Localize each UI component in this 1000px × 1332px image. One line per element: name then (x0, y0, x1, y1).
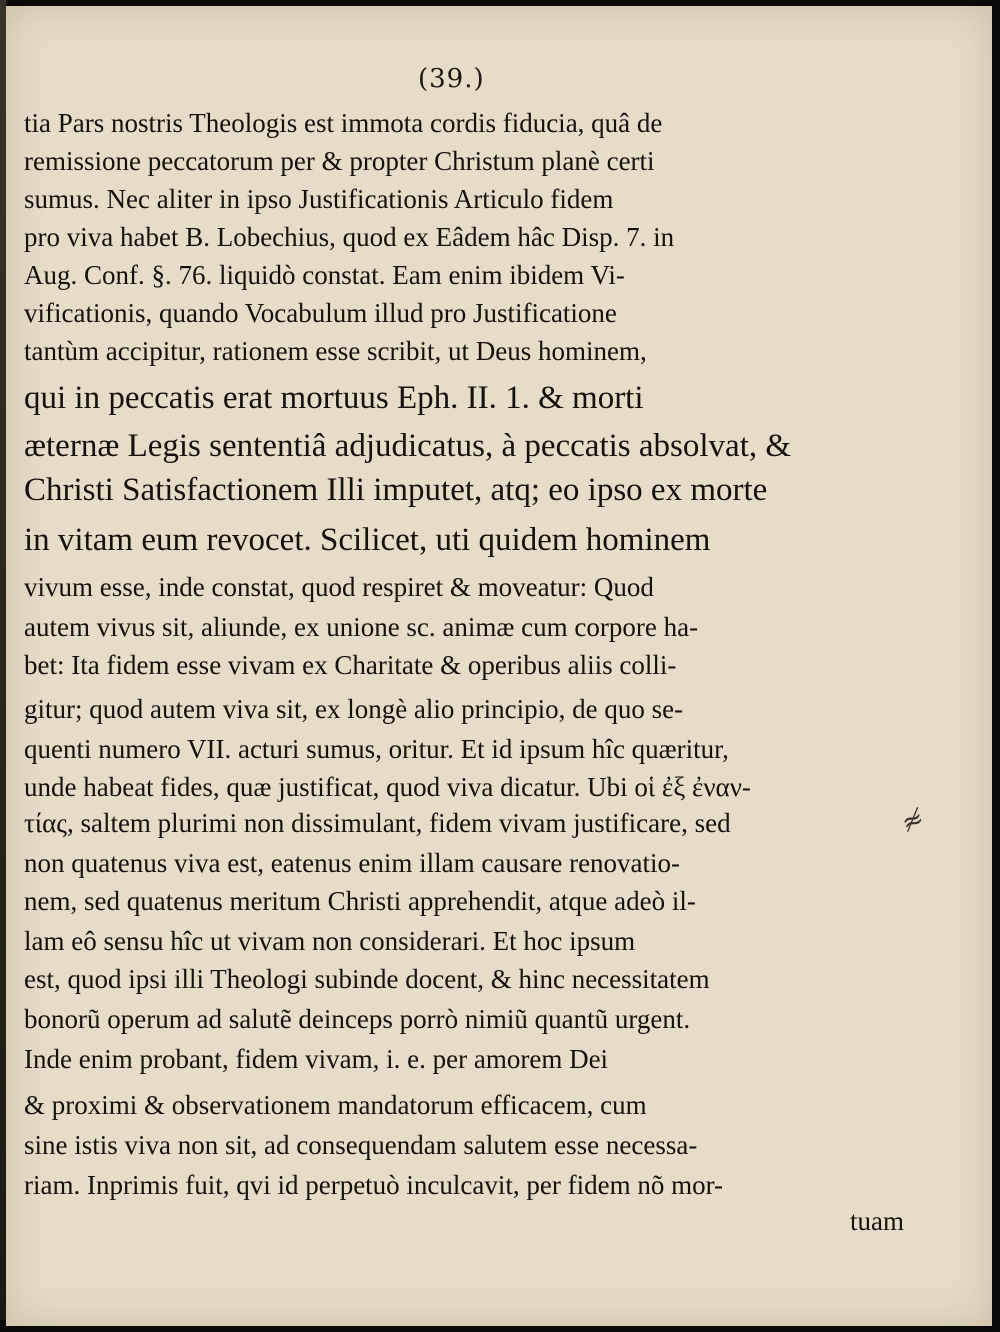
text-line: bet: Ita fidem esse vivam ex Charitate & operibus aliis colli- (24, 650, 677, 680)
text-line: & proximi & observationem mandatorum efficacem, cum (24, 1090, 647, 1120)
text-line: riam. Inprimis fuit, qvi id perpetuò inculcavit, per fidem nõ mor- (24, 1170, 724, 1200)
text-line: unde habeat fides, quæ justificat, quod viva dicatur. Ubi οἱ ἐξ ἐναν- (24, 772, 751, 802)
text-line: autem vivus sit, aliunde, ex unione sc. animæ cum corpore ha- (24, 612, 699, 642)
text-line: vificationis, quando Vocabulum illud pro Justificatione (24, 298, 617, 328)
text-line: est, quod ipsi illi Theologi subinde docent, & hinc necessitatem (24, 964, 710, 994)
text-line: Aug. Conf. §. 76. liquidò constat. Eam enim ibidem Vi- (24, 260, 625, 290)
text-line: Christi Satisfactionem Illi imputet, atq; eo ipso ex morte (24, 472, 768, 508)
text-line: æternæ Legis sententiâ adjudicatus, à peccatis absolvat, & (24, 428, 792, 464)
text-line: sumus. Nec aliter in ipso Justificationis Articulo fidem (24, 184, 614, 214)
text-line: lam eô sensu hîc ut vivam non considerari. Et hoc ipsum (24, 926, 636, 956)
text-line: pro viva habet B. Lobechius, quod ex Eâdem hâc Disp. 7. in (24, 222, 675, 252)
text-line: Inde enim probant, fidem vivam, i. e. per amorem Dei (24, 1044, 609, 1074)
text-line: gitur; quod autem viva sit, ex longè alio principio, de quo se- (24, 694, 684, 724)
text-line: qui in peccatis erat mortuus Eph. II. 1. & morti (24, 380, 644, 416)
margin-annotation: ≉ (897, 803, 929, 839)
text-line: quenti numero VII. acturi sumus, oritur. Et id ipsum hîc quæritur, (24, 734, 729, 764)
text-line: τίας, saltem plurimi non dissimulant, fidem vivam justificare, sed (24, 808, 731, 838)
text-line: sine istis viva non sit, ad consequendam salutem esse necessa- (24, 1130, 698, 1160)
text-line: tantùm accipitur, rationem esse scribit, ut Deus hominem, (24, 336, 647, 366)
text-line: in vitam eum revocet. Scilicet, uti quidem hominem (24, 522, 711, 558)
text-line: non quatenus viva est, eatenus enim illam causare renovatio- (24, 848, 681, 878)
book-page (6, 6, 992, 1326)
text-line: bonorũ operum ad salutẽ deinceps porrò nimiũ quantũ urgent. (24, 1004, 691, 1034)
text-line: tuam (850, 1206, 904, 1236)
text-line: nem, sed quatenus meritum Christi apprehendit, atque adeò il- (24, 886, 696, 916)
text-line: tia Pars nostris Theologis est immota cordis fiducia, quâ de (24, 108, 663, 138)
text-line: remissione peccatorum per & propter Christum planè certi (24, 146, 655, 176)
page-number: (39.) (418, 64, 485, 94)
text-line: vivum esse, inde constat, quod respiret & moveatur: Quod (24, 572, 654, 602)
